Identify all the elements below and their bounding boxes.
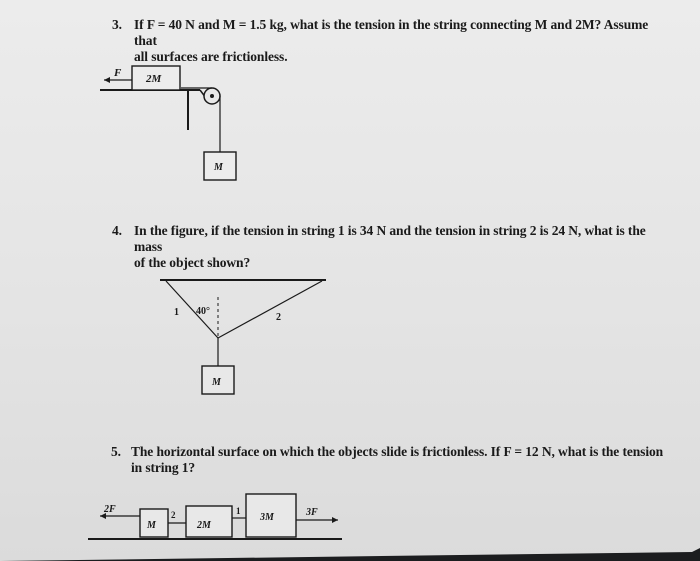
angle-label: 40° (196, 306, 210, 317)
block-m-label: M (214, 162, 223, 173)
right-force-arrow-head (332, 517, 338, 523)
block-2m-label: 2M (146, 73, 162, 85)
question-4-text: In the figure, if the tension in string 1 is 34 N and the tension in string 2 is 24 N, what is the mass of the object shown? (134, 223, 646, 270)
question-5-text: The horizontal surface on which the objects slide is frictionless. If F = 12 N, what is the tension in string 1? (131, 444, 664, 475)
force-label-f: F (114, 67, 122, 79)
string-1-label: 1 (174, 307, 179, 318)
pulley-axle (210, 94, 214, 98)
figure-4 (160, 280, 326, 394)
question-4-number: 4. (112, 223, 122, 238)
string-2-label: 2 (276, 312, 281, 323)
left-force-label: 2F (104, 504, 116, 515)
question-3-number: 3. (112, 17, 122, 32)
block-3m-label-fig5: 3M (260, 512, 274, 523)
block-m-label-fig5: M (147, 520, 156, 531)
string-1-label-fig5: 1 (236, 506, 241, 516)
right-force-label: 3F (306, 507, 318, 518)
string-2 (218, 281, 322, 338)
string-2-label-fig5: 2 (171, 510, 176, 520)
block-2m-label-fig5: 2M (197, 520, 211, 531)
figure-5 (88, 494, 342, 539)
question-3-text: If F = 40 N and M = 1.5 kg, what is the tension in the string connecting M and 2M? Assume that all surfaces are frictionless. (134, 17, 649, 64)
force-arrow-head (104, 77, 110, 83)
block-m-label-fig4: M (212, 377, 221, 388)
question-5-number: 5. (111, 444, 121, 459)
